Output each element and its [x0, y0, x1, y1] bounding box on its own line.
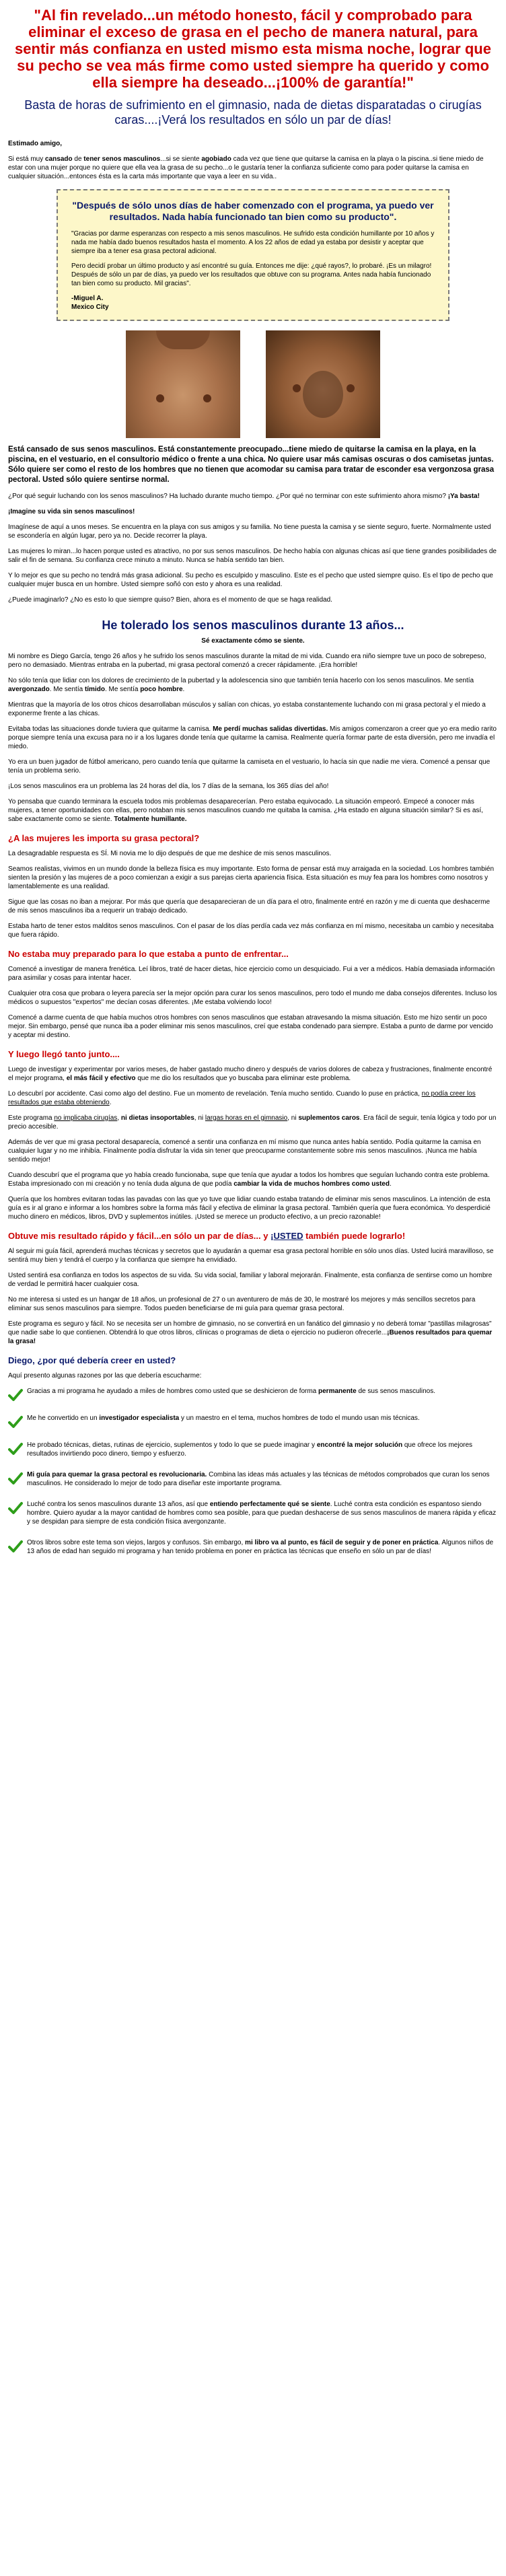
section-subtitle: Sé exactamente cómo se siente.	[201, 637, 305, 645]
body-paragraph: Yo pensaba que cuando terminara la escuela todos mis problemas desaparecerían. Pero estaba equivocado. La situación empeoró. Empecé a conocer más mujeres, a tener oportunidades con ellas, pero notaban mis senos masculinos cuando me quitaba la camisa. ¿Ha estado en alguna situación similar? Si es así, sabe exactamente como se siente. Totalmente humillante.	[8, 798, 483, 823]
green-check-icon	[8, 1415, 23, 1429]
headline: "Al fin revelado...un método honesto, fácil y comprobado para eliminar el exceso de grasa en el pecho de manera natural, para sentir más confianza en usted mismo esta misma noche, lograr que su pecho se vea más firme como usted siempre ha querido y como ella siempre ha deseado...¡100% de garantía!"	[15, 7, 491, 91]
body-paragraph: No me interesa si usted es un hangar de 18 años, un profesional de 27 o un aventurero de más de 30, le mostraré los mejores y más sencillos secretos para eliminar sus senos masculinos para siempre. Todos pueden beneficiarse de mi guía para quemar grasa pectoral.	[8, 1296, 476, 1312]
body-paragraph: Imagínese de aquí a unos meses. Se encuentra en la playa con sus amigos y su familia. No tiene puesta la camisa y se siente seguro, fuerte. Normalmente usted se escondería en algún lugar, pero ya no. Decide recorrer la playa.	[8, 524, 491, 540]
heading-not-prepared: No estaba muy preparado para lo que estaba a punto de enfrentar...	[8, 949, 289, 959]
body-paragraph: Yo era un buen jugador de fútbol americano, pero cuando tenía que quitarme la camiseta en el vestuario, lo hacía sin que nadie me viera. Comencé a pensar que tenía un problema serio.	[8, 758, 491, 775]
body-paragraph: Al seguir mi guía fácil, aprenderá muchas técnicas y secretos que lo ayudarán a quemar esa grasa pectoral horrible en sólo unos días. Usted lucirá maravilloso, se sentirá muy bien y tendrá el cuerpo y la confianza que siempre ha envidiado.	[8, 1248, 494, 1264]
heading-results: Obtuve mis resultado rápido y fácil...en sólo un par de días... y ¡USTED también puede lograrlo!	[8, 1231, 406, 1241]
body-paragraph: La desagradable respuesta es SÍ. Mi novia me lo dijo después de que me deshice de mis senos masculinos.	[8, 850, 332, 857]
benefit-item	[8, 1414, 498, 1429]
letter-body	[8, 139, 498, 1556]
green-check-icon	[8, 1501, 23, 1515]
greeting: Estimado amigo,	[8, 140, 63, 147]
body-paragraph: Usted sentirá esa confianza en todos los aspectos de su vida. Su vida social, familiar y laboral mejorarán. Finalmente, esta confianza de sentirse como un hombre de verdad le permitirá hacer cualquier cosa.	[8, 1272, 493, 1288]
body-paragraph: Las mujeres lo miran...lo hacen porque usted es atractivo, no por sus senos masculinos. De hecho había con algunas chicas así que tiene grandes posibilidades de salir el fin de semana. Su confianza crece minuto a minuto. Nunca se había sentido tan bien.	[8, 548, 497, 564]
benefit-text: Luché contra los senos masculinos durante 13 años, así que entiendo perfectamente qué se siente. Luché contra esta condición es espantoso siendo hombre. Quiero ayudar a la mayor cantidad de hombres como sea posible, para que puedan deshacerse de sus senos masculinos de manera rápida y eficaz y se despidan para siempre de esta condición física avergonzante.	[27, 1501, 497, 1526]
before-after-photos	[8, 330, 498, 438]
body-paragraph: Mi nombre es Diego García, tengo 26 años y he sufrido los senos masculinos durante la mitad de mi vida. Cuando era niño siempre tuve un poco de sobrepeso, pero no demasiado. Mientras entraba en la pubertad, mi grasa pectoral comenzó a crecer rápidamente. ¡Era horrible!	[8, 653, 486, 669]
heading-women: ¿A las mujeres les importa su grasa pectoral?	[8, 833, 200, 843]
testimonial-paragraph: "Gracias por darme esperanzas con respecto a mis senos masculinos. He sufrido esta condición humillante por 10 años y nada me había dado buenos resultados hasta el momento. A los 22 años de edad ya estaba por desistir y aceptar que siempre iba a tener esa grasa pectoral adicional.	[71, 230, 435, 255]
body-paragraph: Seamos realistas, vivimos en un mundo donde la belleza física es muy importante. Esto forma de pensar está muy arraigada en la sociedad. Los hombres también sienten la presión y las mujeres de a poco comienzan a exigir a sus parejas cierta apariencia física. Esta situación es muy fea para los hombres como nosotros y lamentablemente es una realidad.	[8, 865, 495, 890]
body-paragraph: Aquí presento algunas razones por las que debería escucharme:	[8, 1372, 202, 1380]
body-paragraph: Este programa no implicaba cirugías, ni dietas insoportables, ni largas horas en el gimnasio, ni suplementos caros. Era fácil de seguir, tenía lógica y todo por un precio accesible.	[8, 1114, 497, 1131]
benefit-text: He probado técnicas, dietas, rutinas de ejercicio, suplementos y todo lo que se puede imaginar y encontré la mejor solución que ofrece los mejores resultados invirtiendo poco dinero, tiempo y esfuerzo.	[27, 1441, 473, 1458]
struggle-paragraph: ¿Por qué seguir luchando con los senos masculinos? Ha luchado durante mucho tiempo. ¿Por qué no terminar con este sufrimiento ahora mismo? ¡Ya basta!	[8, 493, 480, 500]
green-check-icon	[8, 1388, 23, 1402]
intro-paragraph: Si está muy cansado de tener senos masculinos...si se siente agobiado cada vez que tiene que quitarse la camisa en la playa o la piscina..si tiene miedo de estar con una mujer porque no quiere que ella vea la grasa de su pecho...o le gustaría tener la confianza suficiente como para poder quitarse la camisa en cualquier situación...entonces ésta es la carta más importante que vaya a leer en su vida..	[8, 155, 484, 180]
testimonial-city: Mexico City	[71, 303, 109, 311]
lead-paragraph: Está cansado de sus senos masculinos. Está constantemente preocupado...tiene miedo de quitarse la camisa en la playa, en la piscina, en el vestuario, en el consultorio médico o frente a una chica. No quiere usar más camisas oscuras o dos camisetas juntas. Sólo quiere ser como el resto de los hombres que no tienen que acomodar su camisa para tratar de esconder esa vergonzosa grasa pectoral. Usted sólo quiere sentirse normal.	[8, 445, 495, 484]
body-paragraph: No sólo tenía que lidiar con los dolores de crecimiento de la pubertad y la adolescencia sino que también tenía hacerlo con los senos masculinos. Me sentía avergonzado. Me sentía tímido. Me sentía poco hombre.	[8, 677, 474, 693]
before-photo	[126, 330, 240, 438]
subheadline: Basta de horas de sufrimiento en el gimnasio, nada de dietas disparatadas o cirugías caras....¡Verá los resultados en sólo un par de días!	[24, 98, 482, 127]
body-paragraph: Luego de investigar y experimentar por varios meses, de haber gastado mucho dinero y después de varios dolores de cabeza y frustraciones, finalmente encontré el mejor programa, el más fácil y efectivo que me dio los resultados que yo buscaba para eliminar este problema.	[8, 1066, 493, 1082]
section-title: He tolerado los senos masculinos durante 13 años...	[102, 618, 404, 632]
heading-finally: Y luego llegó tanto junto....	[8, 1049, 120, 1059]
green-check-icon	[8, 1540, 23, 1553]
body-paragraph: Cualquier otra cosa que probara o leyera parecía ser la mejor opción para curar los senos masculinos, pero todo el mundo me daba consejos diferentes. Incluso los médicos o supuestos "expertos" me decían cosas diferentes. ¡Me estaba volviendo loco!	[8, 990, 497, 1006]
testimonial-name: -Miguel A.	[71, 295, 104, 302]
testimonial-headline: "Después de sólo unos días de haber comenzado con el programa, ya puedo ver resultados. Nada había funcionado tan bien como su producto".	[72, 200, 434, 222]
benefit-item	[8, 1470, 498, 1488]
body-paragraph: Y lo mejor es que su pecho no tendrá más grasa adicional. Su pecho es esculpido y masculino. Este es el pecho que usted siempre quiso. Es el tipo de pecho que cualquier mujer busca en un hombre. Usted siempre soñó con esto y ahora es una realidad.	[8, 572, 493, 588]
benefit-text: Otros libros sobre este tema son viejos, largos y confusos. Sin embargo, mi libro va al punto, es fácil de seguir y de poner en práctica. Algunos niños de 13 años de edad han seguido mi programa y han tenido problema en poner en práctica las técnicas que enseño en sólo un par de días!	[27, 1539, 494, 1555]
green-check-icon	[8, 1472, 23, 1485]
green-check-icon	[8, 1442, 23, 1456]
body-paragraph: Estaba harto de tener estos malditos senos masculinos. Con el pasar de los días perdía cada vez más confianza en mí mismo, necesitaba un cambio y necesitaba que fuera rápido.	[8, 923, 494, 939]
body-paragraph: ¿Puede imaginarlo? ¿No es esto lo que siempre quiso? Bien, ahora es el momento de que se haga realidad.	[8, 596, 332, 604]
body-paragraph: Sigue que las cosas no iban a mejorar. Por más que quería que desaparecieran de un día para el otro, finalmente entré en razón y me di cuenta que deshacerme de mis senos masculinos iba a requerir un trabajo dedicado.	[8, 898, 491, 915]
body-paragraph: Cuando descubrí que el programa que yo había creado funcionaba, supe que tenía que ayudar a todos los hombres que seguían luchando contra este problema. Estaba impresionado con mi creación y no tenía duda alguna de que podía cambiar la vida de muchos hombres como usted.	[8, 1172, 490, 1188]
body-paragraph: Comencé a darme cuenta de que había muchos otros hombres con senos masculinos que estaban atravesando la misma situación. Esto me hizo sentir un poco mejor. Sin embargo, pensé que nunca iba a poder eliminar mis senos masculinos, creí que estaba condenado para siempre. Estaba a punto de darme por vencido y aceptar mi destino.	[8, 1014, 493, 1039]
testimonial-paragraph: Pero decidí probar un último producto y así encontré su guía. Entonces me dije: ¿qué rayos?, lo probaré. ¡Es un milagro! Después de sólo un par de días, ya puedo ver los resultados que obtuve con su programa. Antes nada había funcionado tan bien como su producto. Mil gracias".	[71, 262, 432, 287]
benefit-item	[8, 1441, 498, 1458]
body-paragraph: Quería que los hombres evitaran todas las pavadas con las que yo tuve que lidiar cuando estaba tratando de eliminar mis senos masculinos. La intención de esta guía es ir al grano e informar a los hombres sobre la forma más fácil y efectiva de eliminar la grasa pectoral. También quería que fuera económica. Yo desperdicié mucho dinero en médicos, libros, DVD y suplementos inútiles. ¡Usted se merece un producto efectivo, a un precio razonable!	[8, 1196, 491, 1221]
benefit-item	[8, 1538, 498, 1556]
after-photo	[266, 330, 380, 438]
benefit-list	[8, 1387, 498, 1556]
benefit-text: Me he convertido en un investigador especialista y un maestro en el tema, muchos hombres de todo el mundo usan mis técnicas.	[27, 1415, 420, 1422]
imagine-title: ¡Imagine su vida sin senos masculinos!	[8, 508, 135, 515]
heading-why-believe: Diego, ¿por qué debería creer en usted?	[8, 1355, 176, 1365]
body-paragraph: Comencé a investigar de manera frenética. Leí libros, traté de hacer dietas, hice ejercicio como un desquiciado. Fui a ver a médicos. Había demasiada información para asimilar y cosas para intentar hacer.	[8, 966, 495, 982]
body-paragraph: Evitaba todas las situaciones donde tuviera que quitarme la camisa. Me perdí muchas salidas divertidas. Mis amigos comenzaron a creer que yo era medio rarito porque siempre tenía una excusa para no ir a los lugares donde tenía que quitarme la camisa. Realmente quería formar parte de esta diversión, pero me invadía el miedo.	[8, 725, 497, 750]
testimonial-box	[57, 189, 449, 321]
testimonial-signature	[71, 294, 435, 312]
body-paragraph: Lo descubrí por accidente. Casi como algo del destino. Fue un momento de revelación. Tenía mucho sentido. Cuando lo puse en práctica, no podía creer los resultados que estaba obteniendo.	[8, 1090, 476, 1106]
body-paragraph: Además de ver que mi grasa pectoral desaparecía, comencé a sentir una confianza en mí mismo que nunca antes había sentido. Podía quitarme la camisa en cualquier lugar y no me inhibía. Finalmente podía disfrutar la vida sin tener que preocuparme constantemente sobre mis senos masculinos. ¡Nunca me había sentido mejor!	[8, 1139, 481, 1164]
body-paragraph: ¡Los senos masculinos era un problema las 24 horas del día, los 7 días de la semana, los 365 días del año!	[8, 783, 329, 790]
benefit-item	[8, 1500, 498, 1526]
body-paragraph: Mientras que la mayoría de los otros chicos desarrollaban músculos y salían con chicas, yo estaba constantemente luchando con mi grasa pectoral y el miedo a exponerme frente a las chicas.	[8, 701, 486, 717]
body-paragraph: Este programa es seguro y fácil. No se necesita ser un hombre de gimnasio, no se convertirá en un fanático del gimnasio y no deberá tomar "pastillas milagrosas" que nadie sabe lo que contienen. Obtendrá lo que otros libros, clínicas o programas de dieta o ejercicio no pudieron ofrecerle...¡Buenos resultados para quemar la grasa!	[8, 1320, 493, 1345]
benefit-text: Gracias a mi programa he ayudado a miles de hombres como usted que se deshicieron de forma permanente de sus senos masculinos.	[27, 1388, 435, 1395]
benefit-text: Mi guía para quemar la grasa pectoral es revolucionaria. Combina las ideas más actuales y las técnicas de métodos comprobados que curan los senos masculinos. He considerado lo mejor de todo para diseñar este importante programa.	[27, 1471, 490, 1487]
benefit-item	[8, 1387, 498, 1402]
